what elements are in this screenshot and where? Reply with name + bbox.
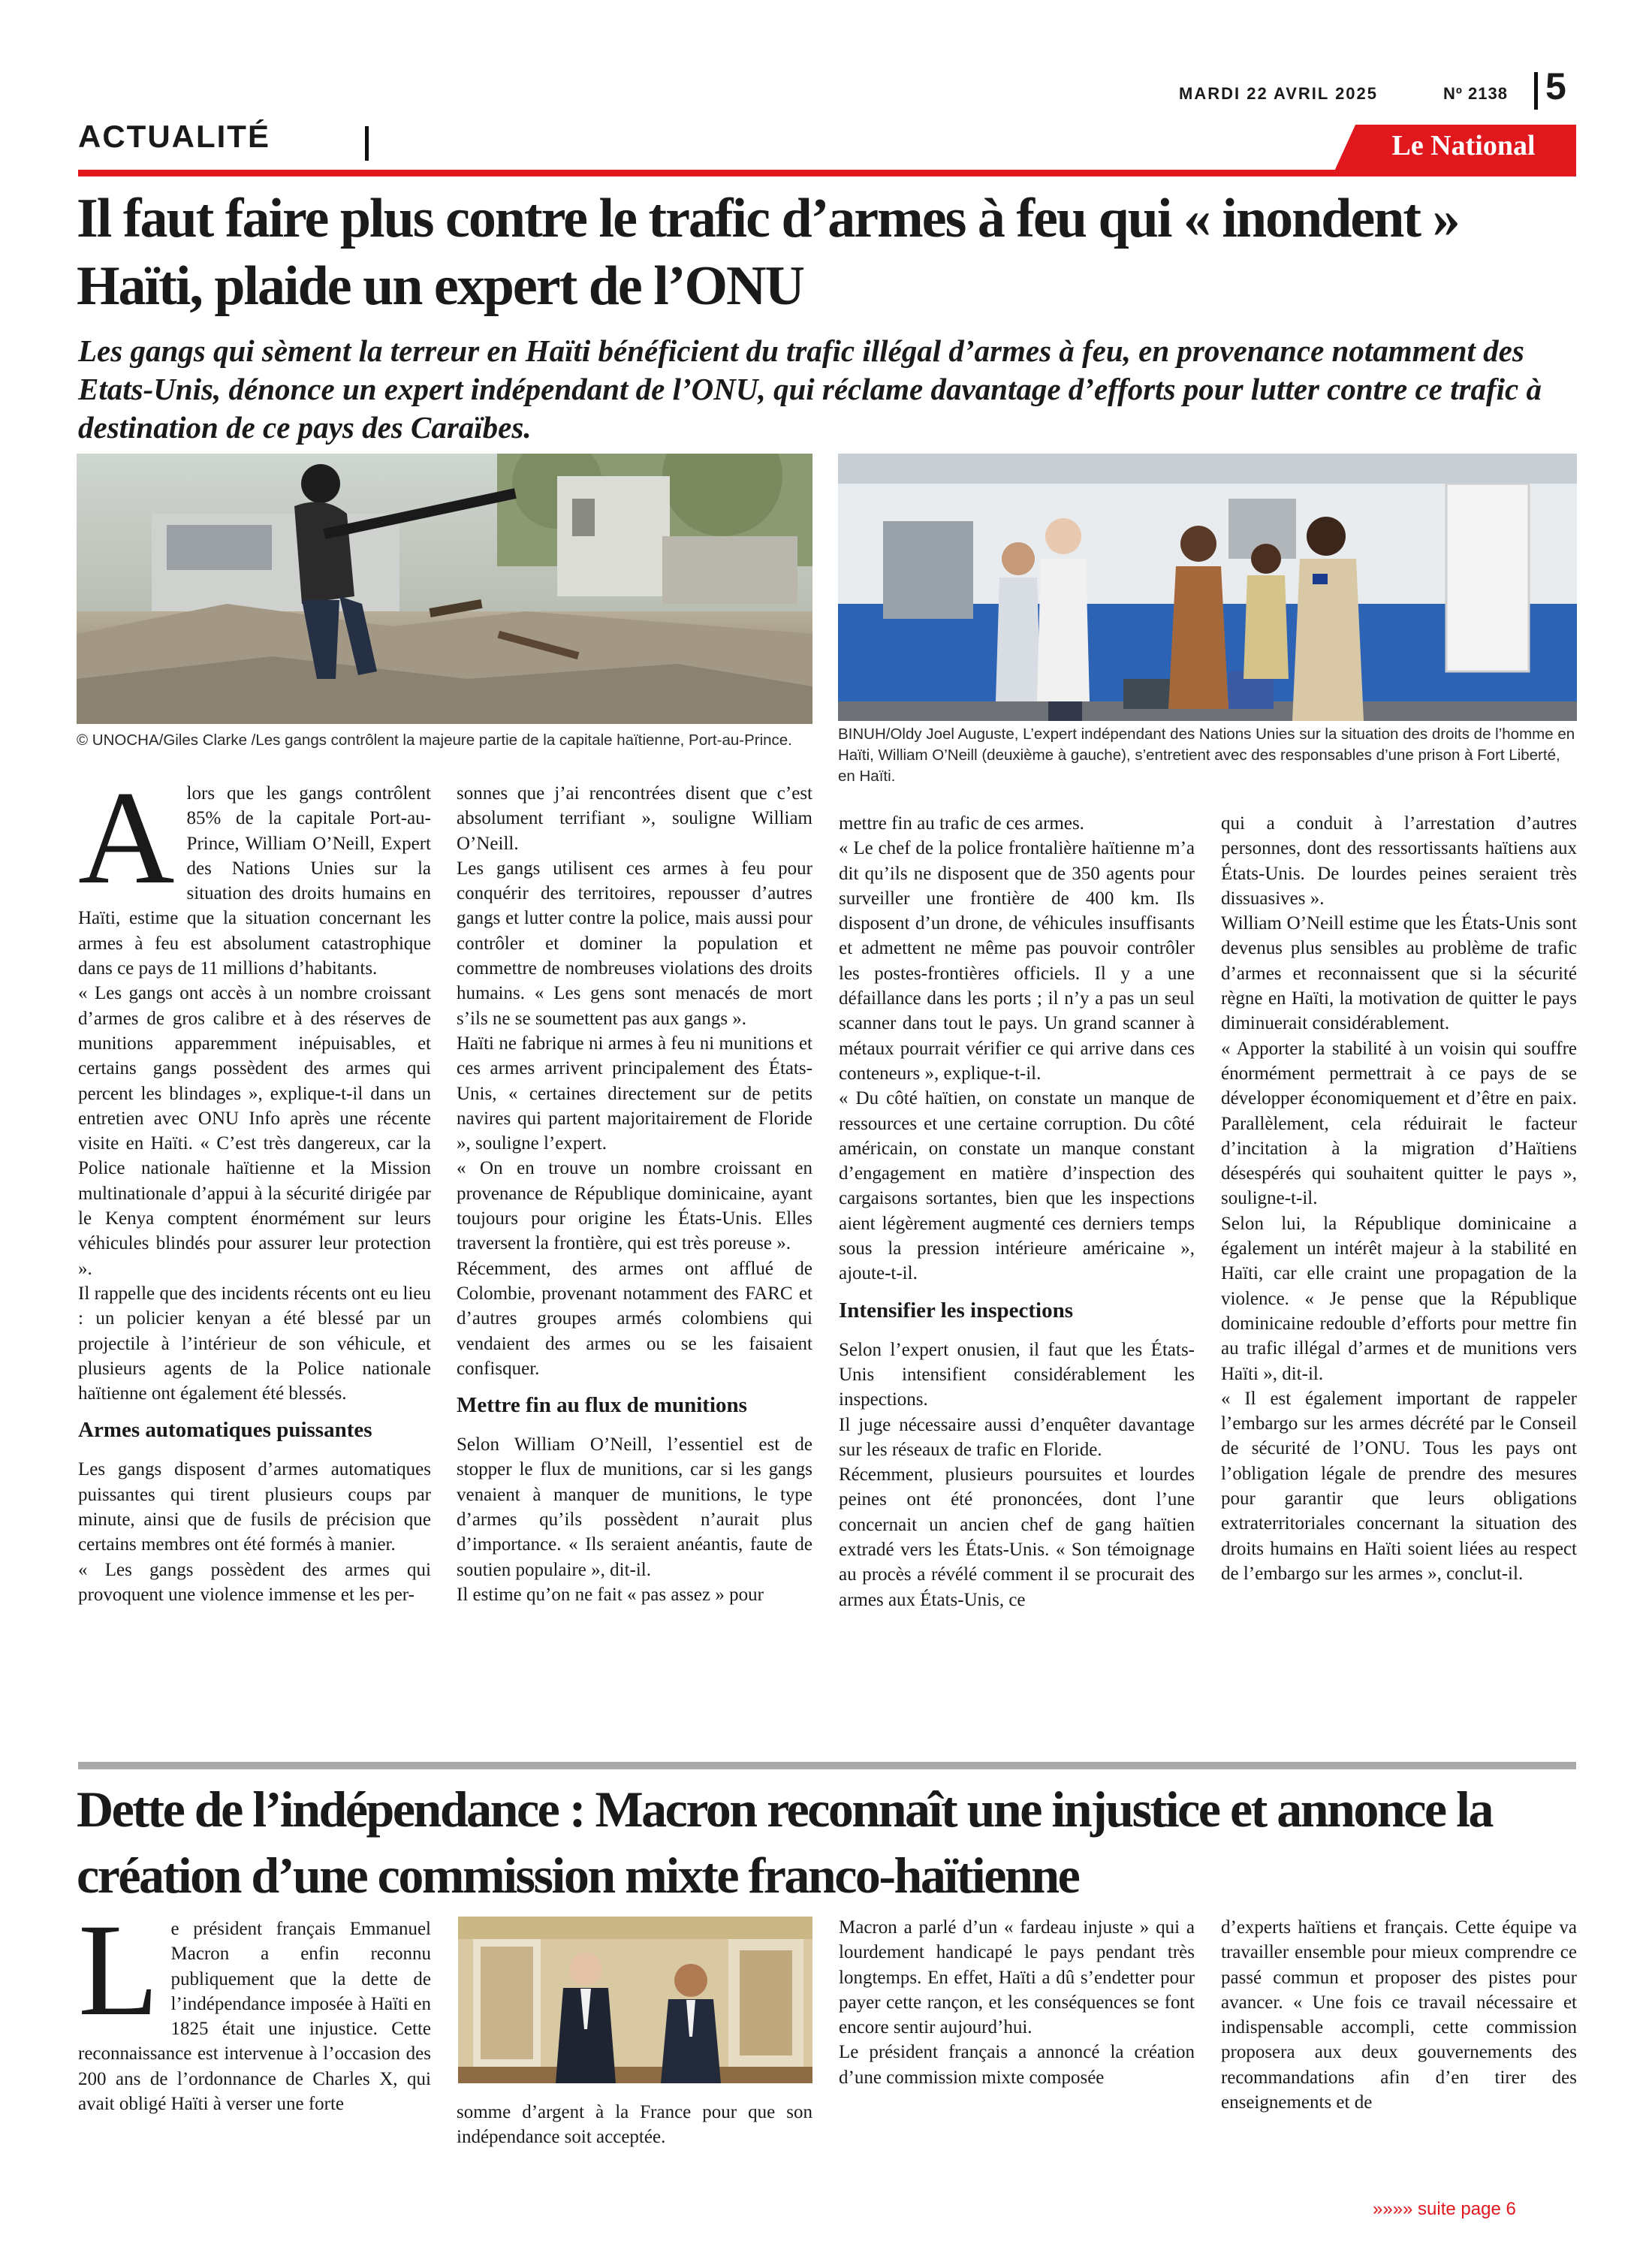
paragraph: Récemment, plusieurs poursuites et lourdes peines ont été prononcées, dont l’une concernait un ancien chef de gang haïtien extradé vers les États-Unis. « Son témoignage au procès a révélé comment il se procurait des armes aux États-Unis, ce [839,1464,1195,1610]
paragraph: « Il est également important de rappeler l’embargo sur les armes décrété par le Conseil de sécurité de l’ONU. Tous les pays ont l’obligation légale de prendre des mesures pour garantir que leurs obligations extraterritoriales concernant la situation des droits humains en Haïti soient liées au respect de l’embargo sur les armes », conclut-il. [1221,1388,1577,1584]
officials-meeting-photo [838,454,1577,721]
subheading: Intensifier les inspections [839,1298,1074,1323]
paragraph: « Apporter la stabilité à un voisin qui souffre énormément permettrait à ce pays de se développer économiquement et d’être en paix. Parallèlement, cela réduirait le facteur d’incitation à la migration d’Haïtiens désespérés qui souhaitent quitter le pays », souligne-t-il. [1221,1038,1577,1209]
paragraph: Il rappelle que des incidents récents ont eu lieu : un policier kenyan a été blessé par un projectile à l’intérieur de son véhicule, et plusieurs agents de la Police nationale haïtienne ont également été blessés. [78,1283,431,1404]
paragraph: Il estime qu’on ne fait « pas assez » pour [457,1584,764,1605]
drop-cap: A [78,763,175,912]
macron-meeting-photo [458,1917,812,2083]
paragraph: qui a conduit à l’arrestation d’autres personnes, dont des ressortissants haïtiens aux États-Unis. De lourdes peines seraient très dissuasives ». [1221,813,1577,909]
paragraph: Les gangs disposent d’armes automatiques puissantes qui tirent plusieurs coups par minute, ainsi que de fusils de précision que certains membres ont été formés à manier. [78,1459,431,1555]
paragraph: « Les gangs possèdent des armes qui provoquent une violence immense et les per- [78,1559,431,1605]
second-article-column-4 [1221,1915,1577,2115]
issue-date: MARDI 22 AVRIL 2025 [1179,84,1379,103]
paragraph: « Les gangs ont accès à un nombre croissant d’armes de gros calibre et à des réserves de munitions apparemment inépuisables, et certains gangs possèdent des armes qui percent les blindages », explique-t-il dans un entretien avec ONU Info après une récente visite en Haïti. « C’est très dangereux, car la Police nationale haïtienne et la Mission multinationale d’appui à la sécurité dirigée par le Kenya comptent énormément sur leurs véhicules blindés pour assurer leur protection ». [78,983,431,1279]
paragraph: Les gangs utilisent ces armes à feu pour conquérir des territoires, repousser d’autres gangs et lutter contre la police, mais aussi pour contrôler et dominer la population et commettre de nombreuses violations des droits humains. « Les gens sont menacés de mort s’ils ne se soumettent pas aux gangs ». [457,858,812,1029]
drop-cap: L [78,1897,159,2043]
section-label: ACTUALITÉ [78,119,270,154]
paragraph: somme d’argent à la France pour que son indépendance soit acceptée. [457,2102,812,2148]
article-column-1 [78,763,431,1607]
paragraph: sonnes que j’ai rencontrées disent que c’est absolument terrifiant », souligne William O’Neill. [457,783,812,854]
paragraph: d’experts haïtiens et français. Cette équipe va travailler ensemble pour mieux comprendre ce passé commun et proposer des pistes pour avancer. « Une fois ce travail nécessaire et indispensable accompli, cette commission proposera aux deux gouvernements des recommandations afin d’en tirer des enseignements et de [1221,1917,1577,2113]
subheading: Mettre fin au flux de munitions [457,1393,747,1418]
article-headline: Il faut faire plus contre le trafic d’armes à feu qui « inondent » Haïti, plaide un expert de l’ONU [77,188,1459,317]
second-article-column-3 [839,1915,1195,2090]
page-number: 5 [1545,65,1566,107]
paragraph: Macron a parlé d’un « fardeau injuste » qui a lourdement handicapé le pays pendant très longtemps. En effet, Haïti a dû s’endetter pour payer cette rançon, et les conséquences se font encore sentir aujourd’hui. [839,1917,1195,2038]
article-divider [78,1762,1576,1769]
brand-name: Le National [1391,130,1536,161]
paragraph: « On en trouve un nombre croissant en provenance de République dominicaine, ayant toujours pour origine les États-Unis. Elles traversent la frontière, qui est très poreuse ». [457,1158,812,1254]
photo-caption: © UNOCHA/Giles Clarke /Les gangs contrôlent la majeure partie de la capitale haïtienne, Port-au-Prince. [77,731,792,749]
paragraph: William O’Neill estime que les États-Unis sont devenus plus sensibles au problème de trafic d’armes et reconnaissent que si la sécurité règne en Haïti, la motivation de quitter le pays diminuerait considérablement. [1221,913,1577,1034]
masthead-separator [1534,72,1538,110]
issue-number: Nº 2138 [1443,84,1508,103]
paragraph: Le président français Emmanuel Macron a enfin reconnu publiquement que la dette de l’indépendance imposée à Haïti en 1825 était une injustice. Cette reconnaissance est intervenue à l’occasion des 200 ans de l’ordonnance de Charles X, qui avait obligé Haïti à verser une forte [78,1897,431,2115]
second-article-headline: Dette de l’indépendance : Macron reconnaît une injustice et annonce la création d’une commission mixte franco-haïtienne [77,1781,1492,1904]
paragraph: « Le chef de la police frontalière haïtienne m’a dit qu’ils ne disposent que de 350 agents pour surveiller une frontière de 400 km. Ils disposent d’un drone, de véhicules insuffisants et admettent ne même pas pouvoir contrôler les postes-frontières officiels. Il y a une défaillance dans les ports ; il n’y a pas un seul scanner dans tout le pays. Un grand scanner à métaux pourrait vérifier ce qui arrive dans ces conteneurs », explique-t-il. [839,838,1195,1084]
paragraph: « Du côté haïtien, on constate un manque de ressources et une certaine corruption. Du côté américain, on constate un manque constant d’engagement en matière d’inspection des cargaisons sortantes, bien que les inspections aient légèrement augmenté ces derniers temps sous la pression intérieure américaine », ajoute-t-il. [839,1088,1195,1284]
second-article-column-1 [78,1897,431,2116]
article-column-2 [457,781,812,1607]
paragraph: Alors que les gangs contrôlent 85% de la capitale Port-au-Prince, William O’Neill, Expert des Nations Unies sur la situation des droits humains en Haïti, estime que la situation concernant les armes à feu est absolument catastrophique dans ce pays de 11 millions d’habitants. [78,763,431,979]
paragraph: Récemment, des armes ont afflué de Colombie, provenant notamment des FARC et d’autres groupes armés colombiens qui vendaient des armes ou se les faisaient confisquer. [457,1258,812,1379]
continued-on-page-link[interactable]: »»»» suite page 6 [1373,2199,1516,2219]
paragraph: Selon lui, la République dominicaine a également un intérêt majeur à la stabilité en Haïti, car elle craint une propagation de la violence. « Je pense que la République dominicaine redouble d’efforts pour mettre fin au trafic illégal d’armes et de munitions vers Haïti », dit-il. [1221,1213,1577,1384]
second-article-column-2 [457,2100,812,2150]
paragraph: Le président français a annoncé la création d’une commission mixte composée [839,2042,1195,2088]
subheading: Armes automatiques puissantes [78,1418,372,1443]
paragraph: Selon l’expert onusien, il faut que les États-Unis intensifient considérablement les inspections. [839,1339,1195,1410]
article-column-3 [839,811,1195,1612]
paragraph: mettre fin au trafic de ces armes. [839,813,1084,834]
paragraph: Il juge nécessaire aussi d’enquêter davantage sur les réseaux de trafic en Floride. [839,1414,1195,1460]
article-column-4 [1221,811,1577,1586]
article-deck: Les gangs qui sèment la terreur en Haïti bénéficient du trafic illégal d’armes à feu, en provenance notamment des Etats-Unis, dénonce un expert indépendant de l’ONU, qui réclame davantage d’efforts pour lutter contre ce trafic à destination de ce pays des Caraïbes. [78,333,1542,445]
photo-caption: BINUH/Oldy Joel Auguste, L’expert indépendant des Nations Unies sur la situation des droits de l’homme en Haïti, William O’Neill (deuxième à gauche), s’entretient avec des responsables d’une prison à Fort Liberté, en Haïti. [838,725,1575,785]
gang-member-photo [77,454,812,724]
paragraph: Haïti ne fabrique ni armes à feu ni munitions et ces armes arrivent principalement des États-Unis, « certaines directement sur de petits navires qui partent majoritairement de Floride », souligne l’expert. [457,1033,812,1154]
paragraph: Selon William O’Neill, l’essentiel est de stopper le flux de munitions, car si les gangs venaient à manquer de munitions, le type d’armes qu’ils possèdent n’aurait plus d’importance. « Ils seraient anéantis, faute de soutien populaire », dit-il. [457,1434,812,1580]
section-separator [365,126,369,161]
